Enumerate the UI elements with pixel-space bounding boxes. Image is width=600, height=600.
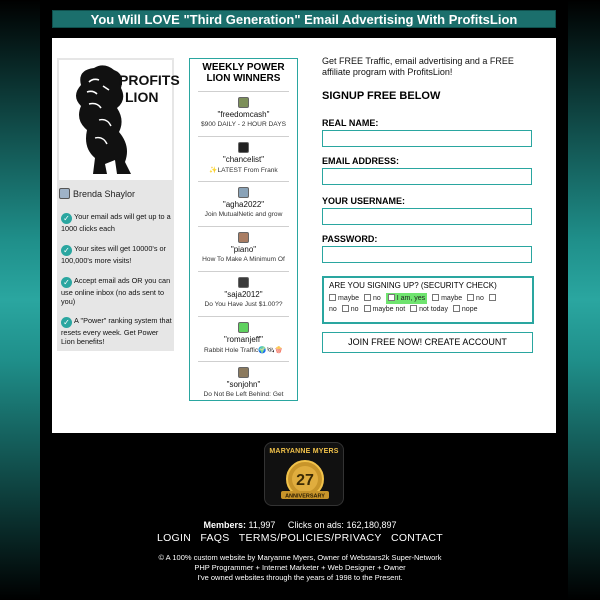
logo-text-profits: PROFITS	[119, 72, 180, 88]
security-option[interactable]: nope	[453, 304, 478, 315]
security-option[interactable]: maybe	[329, 293, 359, 304]
security-option[interactable]: maybe	[432, 293, 462, 304]
winner-avatar	[238, 322, 249, 333]
winner-item[interactable]: "freedomcash" $900 DAILY - 2 HOUR DAYS	[190, 97, 297, 128]
real-name-field[interactable]	[322, 130, 532, 147]
top-banner: You Will LOVE "Third Generation" Email Advertising With ProfitsLion	[52, 10, 556, 28]
winner-avatar	[238, 187, 249, 198]
profitslion-logo	[59, 60, 180, 180]
winner-avatar	[238, 232, 249, 243]
security-option[interactable]: no	[364, 293, 381, 304]
checkmark-icon: ✓	[61, 213, 72, 224]
footer-credits: © A 100% custom website by Maryanne Myers, Owner of Webstars2k Super-Network PHP Programmer + Internet Marketer + Web Designer + Owner I've owned websites through the years of 1998 to the Present.	[158, 553, 442, 582]
winner-avatar	[238, 277, 249, 288]
password-label: PASSWORD:	[322, 234, 378, 244]
winner-avatar	[238, 367, 249, 378]
anniversary-seal-icon	[265, 455, 345, 503]
security-option[interactable]	[489, 293, 498, 304]
real-name-label: REAL NAME:	[322, 118, 379, 128]
footer-nav	[0, 532, 600, 544]
benefit-item: ✓ Your sites will get 10000's or 100,000's more visits!	[61, 244, 166, 265]
svg-text:ANNIVERSARY: ANNIVERSARY	[285, 493, 325, 500]
owner-row[interactable]	[59, 188, 172, 199]
owner-name: Brenda Shaylor	[73, 188, 136, 199]
security-option[interactable]: maybe not	[364, 304, 406, 315]
security-check-box	[322, 276, 534, 324]
checkmark-icon: ✓	[61, 277, 72, 288]
winner-avatar	[238, 97, 249, 108]
security-option[interactable]: no	[342, 304, 359, 315]
winner-item[interactable]: "sonjohn" Do Not Be Left Behind: Get	[190, 367, 297, 398]
faqs-link[interactable]: FAQS	[200, 532, 230, 544]
security-option[interactable]: no	[467, 293, 484, 304]
username-label: YOUR USERNAME:	[322, 196, 406, 206]
terms-link[interactable]: TERMS/POLICIES/PRIVACY	[238, 532, 382, 544]
password-field[interactable]	[322, 246, 532, 263]
site-stats: Members: 11,997 Clicks on ads: 162,180,897	[203, 520, 397, 530]
email-label: EMAIL ADDRESS:	[322, 156, 400, 166]
checkmark-icon: ✓	[61, 245, 72, 256]
logo-text-lion: LION	[125, 89, 159, 105]
benefit-item: ✓ Accept email ads OR you can use online inbox (no ads sent to you)	[61, 276, 171, 306]
winners-title: WEEKLY POWER LION WINNERS	[202, 62, 285, 84]
signup-intro: Get FREE Traffic, email advertising and a FREE affiliate program with ProfitsLion!	[322, 56, 514, 77]
winner-item[interactable]: "saja2012" Do You Have Just $1.00??	[190, 277, 297, 308]
login-link[interactable]: LOGIN	[156, 532, 192, 544]
main-panel	[52, 38, 556, 433]
left-column	[57, 58, 180, 351]
security-options	[329, 293, 527, 315]
badge-title: MARYANNE MYERS	[269, 448, 339, 455]
checkmark-icon: ✓	[61, 317, 72, 328]
join-free-button[interactable]: JOIN FREE NOW! CREATE ACCOUNT	[322, 332, 533, 353]
winner-item[interactable]: "piano" How To Make A Minimum Of	[190, 232, 297, 263]
svg-text:27: 27	[296, 472, 314, 489]
benefit-item: ✓ Your email ads will get up to a 1000 clicks each	[61, 212, 171, 233]
benefit-item: ✓ A "Power" ranking system that resets every week. Get Power Lion benefits!	[61, 316, 172, 346]
anniversary-badge	[264, 442, 344, 506]
winner-item[interactable]: "romanjeff" Rabbit Hole Traffic🌍🛰🍿	[190, 322, 297, 354]
weekly-winners-box	[189, 58, 298, 401]
winner-item[interactable]: "chancelist" ✨LATEST From Frank	[190, 142, 297, 174]
security-option-correct[interactable]: I am, yes	[386, 293, 427, 304]
security-check-title: ARE YOU SIGNING UP? (SECURITY CHECK)	[329, 281, 497, 290]
email-field[interactable]	[322, 168, 532, 185]
winner-avatar	[238, 142, 249, 153]
security-option[interactable]: not today	[410, 304, 448, 315]
security-option[interactable]: no	[329, 306, 337, 313]
signup-column	[322, 56, 542, 244]
contact-link[interactable]: CONTACT	[390, 532, 444, 544]
winner-item[interactable]: "agha2022" Join MutualNetic and grow	[190, 187, 297, 218]
username-field[interactable]	[322, 208, 532, 225]
owner-avatar	[59, 188, 70, 199]
signup-heading: SIGNUP FREE BELOW	[322, 90, 441, 102]
